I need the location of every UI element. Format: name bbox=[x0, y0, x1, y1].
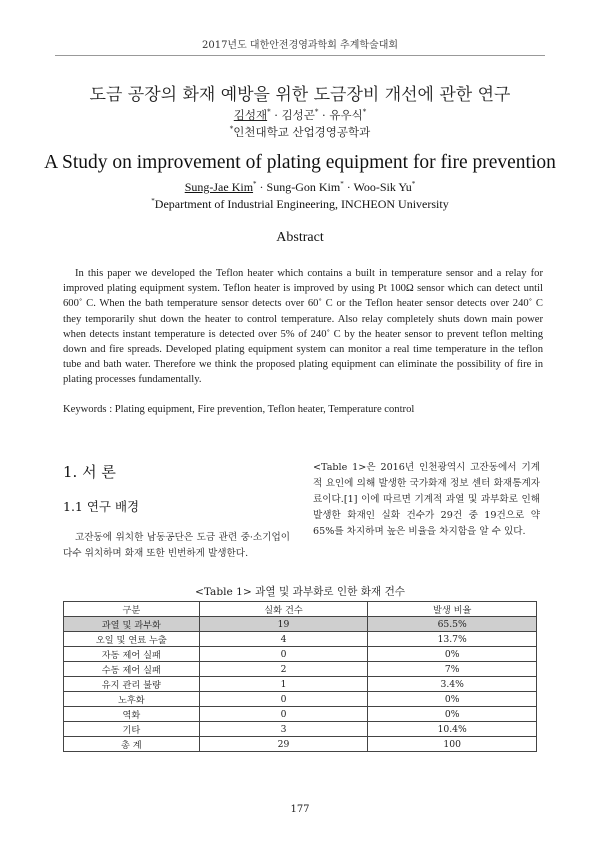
table-cell: 65.5% bbox=[368, 617, 537, 632]
author-1-kr: 김성재 bbox=[233, 108, 268, 122]
table-cell: 노후화 bbox=[64, 692, 200, 707]
table-row bbox=[64, 707, 537, 722]
table-cell: 0 bbox=[199, 692, 368, 707]
table-cell: 오일 및 연료 누출 bbox=[64, 632, 200, 647]
table-header-cell: 발생 비율 bbox=[368, 602, 537, 617]
header-divider bbox=[55, 55, 545, 56]
table-cell: 기타 bbox=[64, 722, 200, 737]
table-body bbox=[64, 617, 537, 752]
author-sep: · bbox=[270, 108, 282, 122]
table-row bbox=[64, 632, 537, 647]
table-cell: 역화 bbox=[64, 707, 200, 722]
table-cell: 3.4% bbox=[368, 677, 537, 692]
author-3-kr-mark: * bbox=[362, 108, 367, 117]
abstract-paragraph: In this paper we developed the Teflon heater which contains a built in temperature sensor and a relay for improved plating equipment system. Teflon heater is improved by using Pt 100Ω sensor which can detect until 600˚ C. When the bath temperature sensor detects over 60˚ C or the Teflon heater sensor detects over 240˚ C they temporarily shut down the heater to control temperature. Also relay completely shuts down main power when detects instant temperature is detected over 5% of 240˚ C by the heater sensor to prevent teflon melting down and fire spreads. Developed plating equipment system can monitor a real time temperature in the teflon tube and bath water. Therefore we think the proposed plating equipment can eliminate the possibility of fire in plating processes fundamentally. bbox=[63, 268, 543, 386]
table-cell: 10.4% bbox=[368, 722, 537, 737]
english-title: A Study on improvement of plating equipment for fire prevention bbox=[44, 152, 556, 173]
table-header-row bbox=[64, 602, 537, 617]
author-1-kr-mark: * bbox=[267, 108, 271, 117]
korean-affiliation bbox=[0, 124, 600, 140]
table-cell: 19 bbox=[199, 617, 368, 632]
affiliation-en-mark: * bbox=[151, 197, 155, 205]
table-row bbox=[64, 692, 537, 707]
table-header-cell: 구분 bbox=[64, 602, 200, 617]
table-caption: <Table 1> 과열 및 과부화로 인한 화재 건수 bbox=[194, 586, 406, 598]
author-1-en: Sung-Jae Kim bbox=[184, 180, 254, 194]
table-cell: 2 bbox=[199, 662, 368, 677]
author-3-en-mark: * bbox=[411, 180, 416, 188]
table-cell: 자동 제어 실패 bbox=[64, 647, 200, 662]
table-cell: 0% bbox=[368, 692, 537, 707]
korean-authors bbox=[0, 107, 600, 123]
table-row bbox=[64, 662, 537, 677]
left-column-text bbox=[63, 530, 290, 562]
fire-statistics-table bbox=[63, 601, 537, 752]
english-authors bbox=[0, 180, 600, 195]
table-cell: 과열 및 과부화 bbox=[64, 617, 200, 632]
korean-title: 도금 공장의 화재 예방을 위한 도금장비 개선에 관한 연구 bbox=[89, 85, 511, 105]
table-cell: 수동 제어 실패 bbox=[64, 662, 200, 677]
keywords: Keywords : Plating equipment, Fire prevention, Teflon heater, Temperature control bbox=[63, 404, 415, 415]
affiliation-kr-mark: * bbox=[229, 125, 234, 134]
table-cell: 총 계 bbox=[64, 737, 200, 752]
author-2-en: · Sung-Gon Kim bbox=[256, 180, 341, 194]
conference-header: 2017년도 대한안전경영과학회 추계학술대회 bbox=[201, 40, 399, 51]
table-cell: 0% bbox=[368, 707, 537, 722]
table-cell: 0 bbox=[199, 647, 368, 662]
table-cell: 0% bbox=[368, 647, 537, 662]
author-3-kr: 유우식 bbox=[329, 108, 363, 122]
table-row bbox=[64, 677, 537, 692]
right-column-text bbox=[313, 460, 540, 540]
author-2-en-mark: * bbox=[340, 180, 344, 188]
subsection-heading: 1.1 연구 배경 bbox=[63, 499, 140, 514]
section-heading: 1. 서 론 bbox=[63, 463, 116, 481]
author-2-kr-mark: * bbox=[314, 108, 319, 117]
table-header-cell: 실화 건수 bbox=[199, 602, 368, 617]
table-row bbox=[64, 617, 537, 632]
table-cell: 1 bbox=[199, 677, 368, 692]
body-paragraph: 고잔동에 위치한 남동공단은 도금 관련 중·소기업이 다수 위치하며 화재 또한 빈번하게 발생한다. bbox=[63, 532, 290, 559]
table-cell: 4 bbox=[199, 632, 368, 647]
table-cell: 13.7% bbox=[368, 632, 537, 647]
table-cell: 7% bbox=[368, 662, 537, 677]
english-affiliation bbox=[0, 197, 600, 212]
body-paragraph: <Table 1>은 2016년 인천광역시 고잔동에서 기계적 요인에 의해 발생한 국가화재 정보 센터 화재통계자료이다.[1] 이에 따르면 기계적 과열 및 과부화로 인해 발생한 화재인 실화 건수가 29건 중 19건으로 약 65%를 차지하며 높은 비율을 차지함을 알 수 있다. bbox=[313, 462, 540, 537]
table-cell: 29 bbox=[199, 737, 368, 752]
abstract-body bbox=[63, 266, 543, 388]
table-row bbox=[64, 722, 537, 737]
author-3-en: · Woo-Sik Yu bbox=[343, 180, 412, 194]
page-number: 177 bbox=[290, 804, 310, 815]
table-cell: 3 bbox=[199, 722, 368, 737]
table-cell: 100 bbox=[368, 737, 537, 752]
affiliation-en-text: Department of Industrial Engineering, INCHEON University bbox=[154, 197, 449, 211]
affiliation-kr-text: 인천대학교 산업경영공학과 bbox=[233, 125, 371, 139]
abstract-heading: Abstract bbox=[276, 230, 324, 245]
author-sep: · bbox=[318, 108, 330, 122]
author-2-kr: 김성곤 bbox=[281, 108, 315, 122]
table-row bbox=[64, 737, 537, 752]
table-cell: 유지 관리 불량 bbox=[64, 677, 200, 692]
author-1-en-mark: * bbox=[253, 180, 257, 188]
table-cell: 0 bbox=[199, 707, 368, 722]
table-row bbox=[64, 647, 537, 662]
